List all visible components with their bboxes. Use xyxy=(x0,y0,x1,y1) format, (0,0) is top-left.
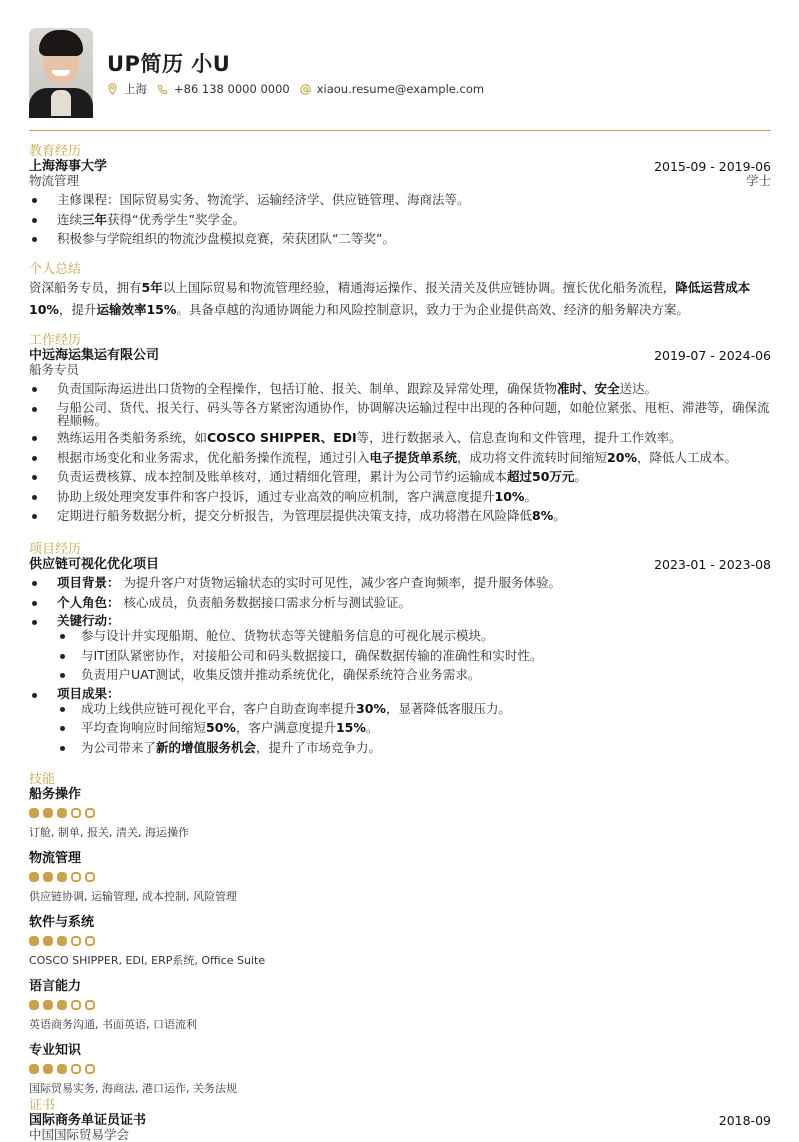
work-bullets xyxy=(29,381,771,524)
contact-location xyxy=(107,81,147,97)
phone-icon xyxy=(157,84,168,95)
list-item: 熟练运用各类船务系统，如COSCO SHIPPER、EDI等，进行数据录入、信息查询和文件管理，提升工作效率。 xyxy=(29,430,771,446)
empty-dot-icon xyxy=(85,872,95,882)
list-item: 定期进行船务数据分析，提交分析报告，为管理层提供决策支持，成功将潜在风险降低8%。 xyxy=(29,508,771,524)
position: 船务专员 xyxy=(29,362,80,377)
empty-dot-icon xyxy=(85,808,95,818)
list-item: 成功上线供应链可视化平台，客户自助查询率提升30%，显著降低客服压力。 xyxy=(29,701,771,717)
skill-description: 英语商务沟通, 书面英语, 口语流利 xyxy=(29,1018,197,1031)
profile-photo xyxy=(29,28,93,114)
list-item: 个人角色： 核心成员，负责船务数据接口需求分析与测试验证。 xyxy=(29,595,771,611)
skill-name: 软件与系统 xyxy=(29,915,95,930)
degree: 学士 xyxy=(745,173,771,188)
summary-section xyxy=(29,263,771,320)
skill-level-rating xyxy=(29,1000,771,1010)
skill-level-rating xyxy=(29,1064,771,1074)
list-item: 关键行动： xyxy=(29,614,771,628)
list-item: 与船公司、货代、报关行、码头等各方紧密沟通协作，协调解决运输过程中出现的各种问题，如舱位紧张、甩柜、滞港等，确保流程顺畅。 xyxy=(29,401,771,427)
skill-level-rating xyxy=(29,872,771,882)
list-item: 与IT团队紧密协作，对接船公司和码头数据接口，确保数据传输的准确性和实时性。 xyxy=(29,648,771,664)
project-name: 供应链可视化优化项目 xyxy=(29,557,160,572)
filled-dot-icon xyxy=(43,872,53,882)
skill-name: 专业知识 xyxy=(29,1043,82,1058)
list-item: 根据市场变化和业务需求，优化船务操作流程，通过引入电子提货单系统，成功将文件流转时间缩短20%，降低人工成本。 xyxy=(29,450,771,466)
filled-dot-icon xyxy=(29,1000,39,1010)
empty-dot-icon xyxy=(71,872,81,882)
list-item: 为公司带来了新的增值服务机会，提升了市场竞争力。 xyxy=(29,740,771,756)
skill-name: 语言能力 xyxy=(29,979,82,994)
skill-item xyxy=(29,787,771,839)
skills-list xyxy=(29,787,771,1095)
skill-name: 船务操作 xyxy=(29,787,82,802)
contact-info xyxy=(107,81,494,97)
section-title: 教育经历 xyxy=(29,144,82,159)
list-item: 参与设计并实现船期、舱位、货物状态等关键船务信息的可视化展示模块。 xyxy=(29,628,771,644)
phone-text[interactable]: +86 138 0000 0000 xyxy=(174,82,290,96)
filled-dot-icon xyxy=(43,936,53,946)
skill-description: 国际贸易实务, 海商法, 港口运作, 关务法规 xyxy=(29,1082,237,1095)
list-item: 负责用户UAT测试，收集反馈并推动系统优化，确保系统符合业务需求。 xyxy=(29,667,771,683)
header-divider xyxy=(29,130,771,131)
empty-dot-icon xyxy=(71,1000,81,1010)
skill-item xyxy=(29,851,771,903)
skill-description: 供应链协调, 运输管理, 成本控制, 风险管理 xyxy=(29,890,237,903)
section-title: 项目经历 xyxy=(29,542,82,557)
skill-name: 物流管理 xyxy=(29,851,82,866)
list-item: 负责运费核算、成本控制及账单核对，通过精细化管理，累计为公司节约运输成本超过50万元。 xyxy=(29,469,771,485)
empty-dot-icon xyxy=(71,808,81,818)
certificates-section xyxy=(29,1099,771,1142)
filled-dot-icon xyxy=(57,872,67,882)
filled-dot-icon xyxy=(57,936,67,946)
filled-dot-icon xyxy=(57,1064,67,1074)
map-pin-icon xyxy=(107,83,118,95)
contact-phone xyxy=(157,82,290,96)
major: 物流管理 xyxy=(29,173,80,188)
list-item: 协助上级处理突发事件和客户投诉，通过专业高效的响应机制，客户满意度提升10%。 xyxy=(29,489,771,505)
email-text[interactable]: xiaou.resume@example.com xyxy=(316,82,485,96)
filled-dot-icon xyxy=(29,936,39,946)
section-title: 个人总结 xyxy=(29,262,82,277)
filled-dot-icon xyxy=(29,872,39,882)
section-title: 证书 xyxy=(29,1098,56,1113)
filled-dot-icon xyxy=(57,1000,67,1010)
school-name: 上海海事大学 xyxy=(29,159,108,174)
at-sign-icon xyxy=(300,84,311,95)
empty-dot-icon xyxy=(85,1000,95,1010)
filled-dot-icon xyxy=(43,808,53,818)
empty-dot-icon xyxy=(71,936,81,946)
skill-level-rating xyxy=(29,808,771,818)
certificate-issuer: 中国国际贸易学会 xyxy=(29,1127,130,1142)
list-item: 主修课程：国际贸易实务、物流学、运输经济学、供应链管理、海商法等。 xyxy=(29,192,771,208)
summary-text: 资深船务专员，拥有5年以上国际贸易和物流管理经验，精通海运操作、报关清关及供应链协调。擅长优化船务流程，降低运营成本10%，提升运输效率15%。具备卓越的沟通协调能力和风险控制意识，致力于为企业提供高效、经济的船务解决方案。 xyxy=(29,280,751,317)
empty-dot-icon xyxy=(85,936,95,946)
list-item: 负责国际海运进出口货物的全程操作，包括订舱、报关、制单、跟踪及异常处理，确保货物准时、安全送达。 xyxy=(29,381,771,397)
section-title: 技能 xyxy=(29,772,56,787)
filled-dot-icon xyxy=(57,808,67,818)
skill-description: 订舱, 制单, 报关, 清关, 海运操作 xyxy=(29,826,189,839)
project-section xyxy=(29,543,771,759)
contact-email xyxy=(300,82,484,96)
company-name: 中远海运集运有限公司 xyxy=(29,348,160,363)
list-item: 项目背景： 为提升客户对货物运输状态的实时可见性，减少客户查询频率，提升服务体验。 xyxy=(29,575,771,591)
filled-dot-icon xyxy=(29,808,39,818)
project-date: 2023-01 - 2023-08 xyxy=(654,557,771,572)
section-title: 工作经历 xyxy=(29,333,82,348)
skill-item xyxy=(29,979,771,1031)
filled-dot-icon xyxy=(29,1064,39,1074)
skill-item xyxy=(29,915,771,967)
empty-dot-icon xyxy=(85,1064,95,1074)
list-item: 连续三年获得“优秀学生”奖学金。 xyxy=(29,212,771,228)
certificate-date: 2018-09 xyxy=(718,1113,771,1128)
education-bullets xyxy=(29,192,771,247)
filled-dot-icon xyxy=(43,1064,53,1074)
list-item: 积极参与学院组织的物流沙盘模拟竞赛，荣获团队“二等奖”。 xyxy=(29,231,771,247)
candidate-name: UP简历 小U xyxy=(107,52,231,76)
list-item: 项目成果： xyxy=(29,687,771,701)
skill-description: COSCO SHIPPER, EDI, ERP系统, Office Suite xyxy=(29,954,266,967)
location-text: 上海 xyxy=(124,82,147,96)
filled-dot-icon xyxy=(43,1000,53,1010)
resume-header xyxy=(29,28,771,114)
list-item: 平均查询响应时间缩短50%，客户满意度提升15%。 xyxy=(29,720,771,736)
project-bullets xyxy=(29,575,771,756)
work-date: 2019-07 - 2024-06 xyxy=(654,348,771,363)
skill-item xyxy=(29,1043,771,1095)
skill-level-rating xyxy=(29,936,771,946)
empty-dot-icon xyxy=(71,1064,81,1074)
skills-section xyxy=(29,773,771,1107)
education-section xyxy=(29,145,771,251)
certificate-name: 国际商务单证员证书 xyxy=(29,1113,147,1128)
work-section xyxy=(29,334,771,528)
education-date: 2015-09 - 2019-06 xyxy=(654,159,771,174)
